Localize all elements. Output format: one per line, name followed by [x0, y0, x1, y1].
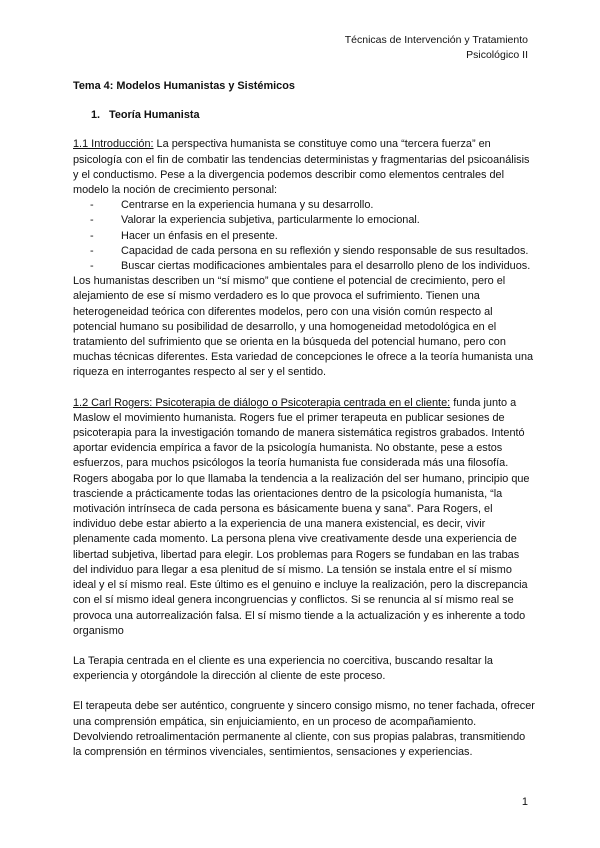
intro-after-paragraph: Los humanistas describen un “sí mismo” que contiene el potencial de crecimiento, pero el alejamiento de ese sí mismo verdadero es lo que provoca el sufrimiento. Tienen una heterogeneidad teórica con diferentes modelos, pero con una visión común respecto al potencial humano su posibilidad de desarrollo, y una homogeneidad metodológica en el tratamiento del sufrimiento que se orienta en la búsqueda del potencial humano, pero con muchas técnicas diferentes. Esta variedad de concepciones le ofrece a la teoría humanista una riqueza en interrogantes respecto al ser y el sentido.: [73, 275, 534, 379]
section-number: 1.: [91, 109, 101, 122]
page-number: 1: [521, 796, 528, 808]
intro-paragraph: [73, 137, 535, 198]
rogers-paragraph: [73, 396, 535, 472]
section-heading: [91, 108, 535, 123]
list-item: - Hacer un énfasis en el presente.: [90, 229, 535, 244]
list-item: - Buscar ciertas modificaciones ambientales para el desarrollo pleno de los individuos.: [90, 259, 535, 274]
header-course-line1: Técnicas de Intervención y Tratamiento: [344, 34, 528, 46]
list-item: - Valorar la experiencia subjetiva, particularmente lo emocional.: [90, 213, 535, 228]
intro-heading: 1.1 Introducción:: [73, 138, 154, 151]
rogers-text: funda junto a Maslow el movimiento humanista. Rogers fue el primer terapeuta en publicar sesiones de psicoterapia para la investigación tomando de manera sistemática registros grabados. Intentó aportar evidencia empírica a favor de la psicología humanista. No obstante, pese a estos esfuerzos, para muchos psicólogos la teoría humanista fue considerada más una filosofía.: [73, 396, 525, 470]
header-course-line2: Psicológico II: [466, 49, 528, 61]
list-item: - Capacidad de cada persona en su reflexión y siendo responsable de sus resultados.: [90, 244, 535, 259]
list-item: - Centrarse en la experiencia humana y su desarrollo.: [90, 198, 535, 213]
bullet-list: [73, 198, 535, 274]
page-header: [345, 33, 528, 63]
rogers-paragraph-3: La Terapia centrada en el cliente es una experiencia no coercitiva, buscando resaltar la experiencia y otorgándole la dirección al cliente de este proceso.: [73, 654, 493, 683]
rogers-heading: 1.2 Carl Rogers: Psicoterapia de diálogo o Psicoterapia centrada en el cliente:: [73, 396, 451, 409]
section-title: Teoría Humanista: [109, 109, 200, 122]
topic-title: Tema 4: Modelos Humanistas y Sistémicos: [73, 80, 295, 92]
intro-text: La perspectiva humanista se constituye como una “tercera fuerza” en psicología con el fin de combatir las tendencias deterministas y fragmentarias del psicoanálisis y el conductismo. Pese a la divergencia podemos describir como elementos centrales del modelo la noción de crecimiento personal:: [73, 138, 530, 197]
rogers-paragraph-2: Rogers abogaba por lo que llamaba la tendencia a la realización del ser humano, principio que trasciende a prácticamente todas las orientaciones dentro de la psicología humanista, “la motivación intrínseca de cada persona es básicamente buena y sana”. Para Rogers, el individuo debe estar abierto a la experiencia de una manera existencial, es decir, vivir plenamente cada momento. La persona plena vive creativamente desde una experiencia de libertad subjetiva, libertad para elegir. Los problemas para Rogers se fundaban en las trabas del individuo para llegar a esa plenitud de sí mismo. La tensión se instala entre el sí mismo ideal y el sí mismo real. Este último es el genuino e incluye la realización, pero la discrepancia con el sí mismo ideal genera incongruencias y conflictos. Si se renuncia al sí mismo real se provoca una autorrealización falsa. El sí mismo tiende a la actualización y es inherente a todo organismo: [73, 472, 530, 637]
document-body: [73, 79, 535, 760]
rogers-paragraph-4: El terapeuta debe ser auténtico, congruente y sincero consigo mismo, no tener fachada, ofrecer una comprensión empática, sin enjuiciamiento, en un proceso de acompañamiento. Devolviendo retroalimentación permanente al cliente, con sus propias palabras, transmitiendo la comprensión en términos vivenciales, sentimientos, sensaciones y experiencias.: [73, 700, 535, 758]
